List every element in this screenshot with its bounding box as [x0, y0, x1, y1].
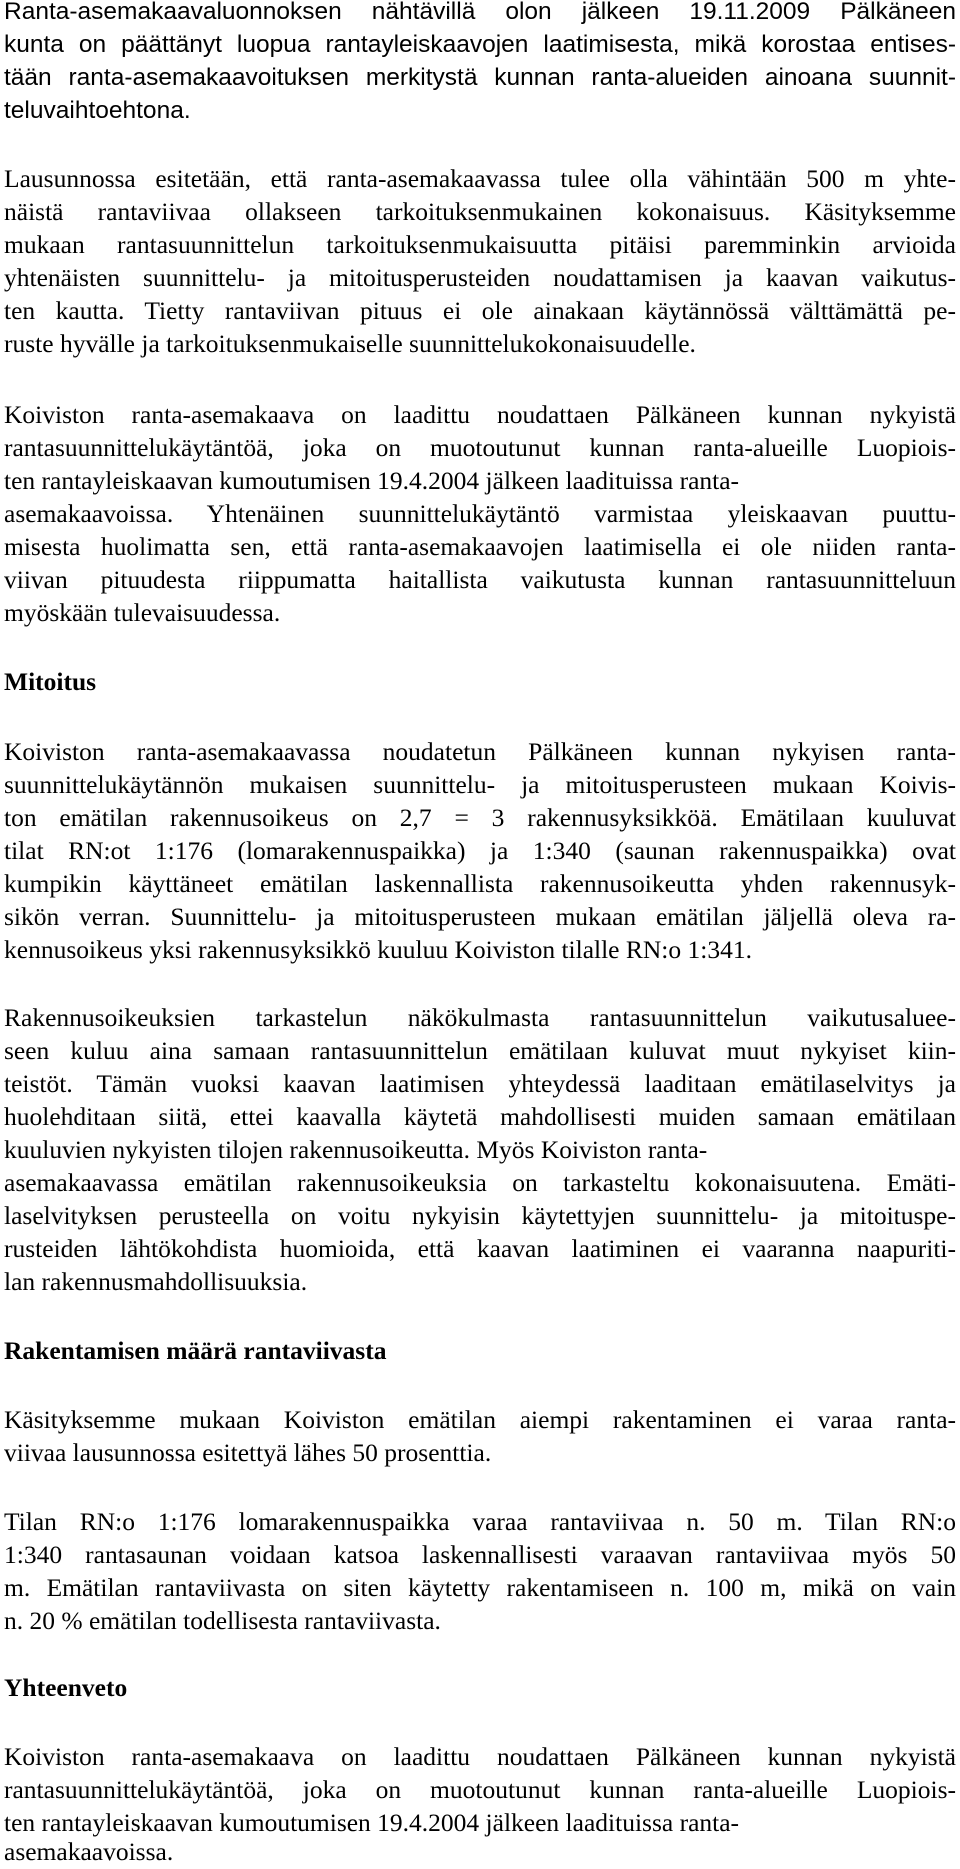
text-line: teistöt. Tämän vuoksi kaavan laatimisen yhteydessä laaditaan emätilaselvitys ja [4, 1069, 956, 1098]
text-line: sikön verran. Suunnittelu- ja mitoitusperusteen mukaan emätilan jäljellä oleva ra- [4, 902, 956, 931]
text-line: ton emätilan rakennusoikeus on 2,7 = 3 rakennusyksikköä. Emätilaan kuuluvat [4, 803, 956, 832]
text-line: kunta on päättänyt luopua rantayleiskaavojen laatimisesta, mikä korostaa entises- [4, 31, 956, 58]
text-line: rantasuunnittelukäytäntöä, joka on muotoutunut kunnan ranta-alueille Luopiois- [4, 433, 956, 462]
text-line: kumpikin käyttäneet emätilan laskennallista rakennusoikeutta yhden rakennusyk- [4, 869, 956, 898]
text-line: viivan pituudesta riippumatta haitallista vaikutusta kunnan rantasuunnitteluun [4, 565, 956, 594]
text-line: asemakaavassa emätilan rakennusoikeuksia on tarkasteltu kokonaisuutena. Emäti- [4, 1168, 956, 1197]
text-line: tään ranta-asemakaavoituksen merkitystä kunnan ranta-alueiden ainoana suunnit- [4, 64, 956, 91]
text-line: Koiviston ranta-asemakaavassa noudatetun Pälkäneen kunnan nykyisen ranta- [4, 737, 956, 766]
text-line: lan rakennusmahdollisuuksia. [4, 1267, 308, 1296]
text-line: Lausunnossa esitetään, että ranta-asemakaavassa tulee olla vähintään 500 m yhte- [4, 164, 956, 193]
text-line: tilat RN:ot 1:176 (lomarakennuspaikka) ja 1:340 (saunan rakennuspaikka) ovat [4, 836, 956, 865]
text-line: asemakaavoissa. [4, 1837, 174, 1866]
text-line: seen kuluu aina samaan rantasuunnittelun emätilaan kuluvat muut nykyiset kiin- [4, 1036, 956, 1065]
text-line: kennusoikeus yksi rakennusyksikkö kuuluu Koiviston tilalle RN:o 1:341. [4, 935, 752, 964]
section-heading-rakentamisen-maara: Rakentamisen määrä rantaviivasta [4, 1336, 387, 1365]
section-heading-yhteenveto: Yhteenveto [4, 1673, 128, 1702]
text-line: Ranta-asemakaavaluonnoksen nähtävillä olon jälkeen 19.11.2009 Pälkäneen [4, 0, 956, 25]
text-line: Koiviston ranta-asemakaava on laadittu noudattaen Pälkäneen kunnan nykyistä [4, 1742, 956, 1771]
section-heading-mitoitus: Mitoitus [4, 667, 97, 696]
text-line: viivaa lausunnossa esitettyä lähes 50 prosenttia. [4, 1438, 492, 1467]
text-line: teluvaihtoehtona. [4, 97, 191, 124]
text-line: näistä rantaviivaa ollakseen tarkoituksenmukainen kokonaisuus. Käsityksemme [4, 197, 956, 226]
text-line: ten kautta. Tietty rantaviivan pituus ei ole ainakaan käytännössä välttämättä pe- [4, 296, 956, 325]
text-line: suunnittelukäytännön mukaisen suunnittelu- ja mitoitusperusteen mukaan Koivis- [4, 770, 956, 799]
text-line: rusteiden lähtökohdista huomioida, että kaavan laatiminen ei vaaranna naapuriti- [4, 1234, 956, 1263]
text-line: Tilan RN:o 1:176 lomarakennuspaikka varaa rantaviivaa n. 50 m. Tilan RN:o [4, 1507, 956, 1536]
text-line: ruste hyvälle ja tarkoituksenmukaiselle suunnittelukokonaisuudelle. [4, 329, 696, 358]
text-line: ten rantayleiskaavan kumoutumisen 19.4.2004 jälkeen laadituissa ranta- [4, 1808, 740, 1837]
text-line: kuuluvien nykyisten tilojen rakennusoikeutta. Myös Koiviston ranta- [4, 1135, 708, 1164]
text-line: misesta huolimatta sen, että ranta-asemakaavojen laatimisella ei ole niiden ranta- [4, 532, 956, 561]
text-line: mukaan rantasuunnittelun tarkoituksenmukaisuutta pitäisi paremminkin arvioida [4, 230, 956, 259]
text-line: asemakaavoissa. Yhtenäinen suunnittelukäytäntö varmistaa yleiskaavan puuttu- [4, 499, 956, 528]
text-line: Koiviston ranta-asemakaava on laadittu noudattaen Pälkäneen kunnan nykyistä [4, 400, 956, 429]
text-line: m. Emätilan rantaviivasta on siten käytetty rakentamiseen n. 100 m, mikä on vain [4, 1573, 956, 1602]
text-line: laselvityksen perusteella on voitu nykyisin käytettyjen suunnittelu- ja mitoituspe- [4, 1201, 956, 1230]
text-line: Käsityksemme mukaan Koiviston emätilan aiempi rakentaminen ei varaa ranta- [4, 1405, 956, 1434]
text-line: n. 20 % emätilan todellisesta rantaviivasta. [4, 1606, 441, 1635]
text-line: yhtenäisten suunnittelu- ja mitoitusperusteiden noudattamisen ja kaavan vaikutus- [4, 263, 956, 292]
text-line: Rakennusoikeuksien tarkastelun näkökulmasta rantasuunnittelun vaikutusaluee- [4, 1003, 956, 1032]
text-line: rantasuunnittelukäytäntöä, joka on muotoutunut kunnan ranta-alueille Luopiois- [4, 1775, 956, 1804]
text-line: 1:340 rantasaunan voidaan katsoa laskennallisesti varaavan rantaviivaa myös 50 [4, 1540, 956, 1569]
text-line: huolehditaan siitä, ettei kaavalla käytetä mahdollisesti muiden samaan emätilaan [4, 1102, 956, 1131]
text-line: ten rantayleiskaavan kumoutumisen 19.4.2004 jälkeen laadituissa ranta- [4, 466, 740, 495]
text-line: myöskään tulevaisuudessa. [4, 598, 281, 627]
